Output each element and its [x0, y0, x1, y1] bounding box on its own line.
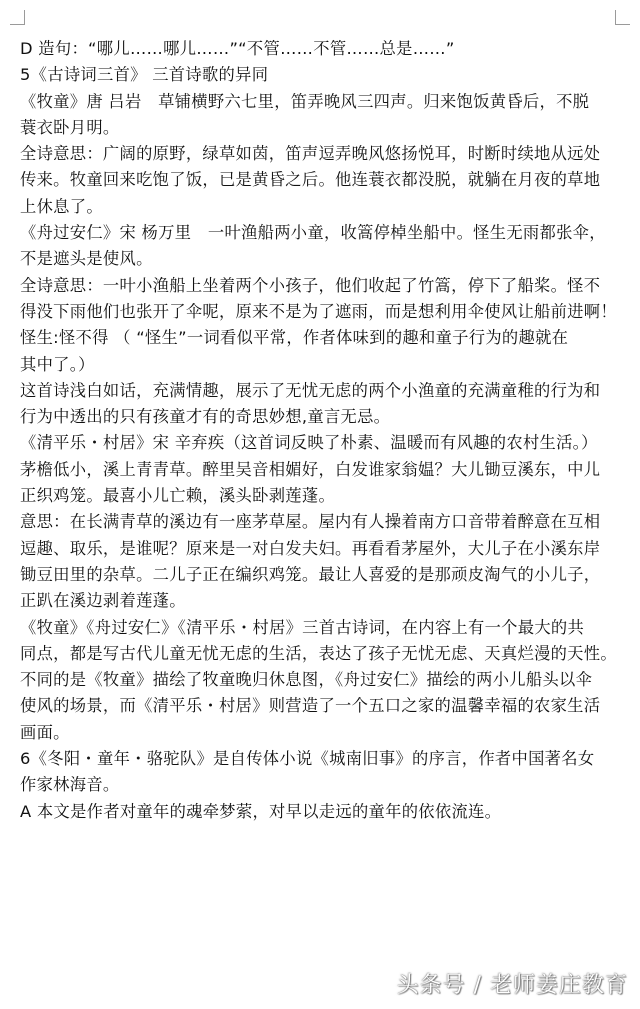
text-line: 不同的是《牧童》描绘了牧童晚归休息图，《舟过安仁》描绘的两小儿船头以伞 — [20, 670, 593, 690]
text-line: 5《古诗词三首》 三首诗歌的异同 — [20, 65, 269, 85]
text-line: 其中了。） — [20, 354, 95, 374]
text-line: 同点，都是写古代儿童无忧无虑的生活，表达了孩子无忧无虑、天真烂漫的天性。 — [20, 643, 617, 663]
text-line: 锄豆田里的杂草。二儿子正在编织鸡笼。最让人喜爱的是那顽皮淘气的小儿子， — [20, 564, 601, 584]
text-line: 使风的场景，而《清平乐・村居》则营造了一个五口之家的温馨幸福的农家生活 — [20, 696, 601, 716]
text-line: 上休息了。 — [20, 196, 103, 216]
document-body — [20, 36, 620, 825]
text-line: 茅檐低小，溪上青青草。醉里吴音相媚好，白发谁家翁媪？大儿锄豆溪东，中儿 — [20, 459, 601, 479]
text-line: 怪生:怪不得 （ “怪生”一词看似平常，作者体味到的趣和童子行为的趣就在 — [20, 328, 569, 348]
text-line: 画面。 — [20, 722, 70, 742]
text-line: 这首诗浅白如话，充满情趣，展示了无忧无虑的两个小渔童的充满童稚的行为和 — [20, 380, 601, 400]
text-line: 正织鸡笼。最喜小儿亡赖，溪头卧剥莲蓬。 — [20, 486, 336, 506]
text-line: 全诗意思：一叶小渔船上坐着两个小孩子，他们收起了竹篙，停下了船桨。怪不 — [20, 275, 601, 295]
text-line: 全诗意思：广阔的原野，绿草如茵，笛声逗弄晚风悠扬悦耳，时断时续地从远处 — [20, 144, 601, 164]
text-line: 意思：在长满青草的溪边有一座茅草屋。屋内有人操着南方口音带着醉意在互相 — [20, 512, 601, 532]
text-line: 《舟过安仁》宋 杨万里 一叶渔船两小童，收篙停棹坐船中。怪生无雨都张伞， — [20, 223, 606, 243]
text-line: 《牧童》唐 吕岩 草铺横野六七里，笛弄晚风三四声。归来饱饭黄昏后，不脱 — [20, 91, 590, 111]
text-line: 不是遮头是使风。 — [20, 249, 153, 269]
text-line: 传来。牧童回来吃饱了饭，已是黄昏之后。他连蓑衣都没脱，就躺在月夜的草地 — [20, 170, 601, 190]
watermark: 头条号 / 老师姜庄教育 — [396, 973, 628, 998]
text-line: 《清平乐・村居》宋 辛弃疾（这首词反映了朴素、温暖而有风趣的农村生活。） — [20, 433, 598, 453]
text-line: 行为中透出的只有孩童才有的奇思妙想,童言无忌。 — [20, 407, 391, 427]
text-line: 逗趣、取乐，是谁呢？原来是一对白发夫妇。再看看茅屋外，大儿子在小溪东岸 — [20, 538, 601, 558]
text-line: 得没下雨他们也张开了伞呢，原来不是为了遮雨，而是想利用伞使风让船前进啊！ — [20, 301, 617, 321]
margin-corner-mark — [10, 10, 25, 25]
text-line: 6《冬阳・童年・骆驼队》是自传体小说《城南旧事》的序言，作者中国著名女 — [20, 749, 595, 769]
text-line: D 造句：“哪儿……哪儿……”“不管……不管……总是……” — [20, 39, 455, 58]
text-line: 作家林海音。 — [20, 775, 120, 795]
text-line: A 本文是作者对童年的魂牵梦萦，对早以走远的童年的依依流连。 — [20, 801, 502, 821]
text-line: 《牧童》《舟过安仁》《清平乐・村居》三首古诗词，在内容上有一个最大的共 — [20, 617, 585, 637]
margin-corner-mark — [615, 10, 630, 25]
text-line: 蓑衣卧月明。 — [20, 117, 120, 137]
text-line: 正趴在溪边剥着莲蓬。 — [20, 591, 186, 611]
